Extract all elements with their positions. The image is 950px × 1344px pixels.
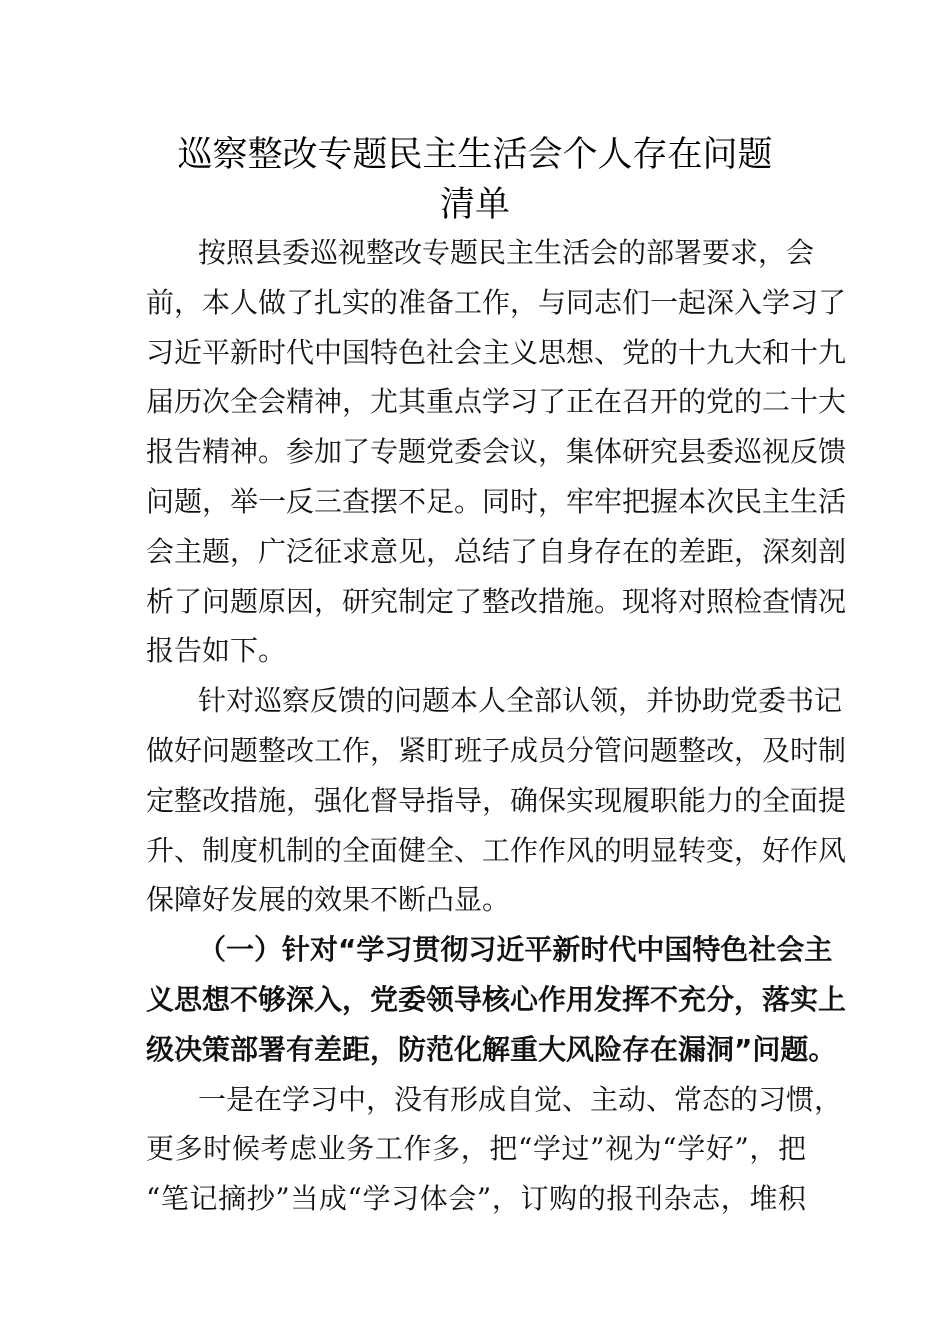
text-line: 针对巡察反馈的问题本人全部认领，并协助党委书记: [198, 684, 843, 718]
text-line: （一）针对“学习贯彻习近平新时代中国特色社会主: [198, 933, 833, 967]
text-line: 习近平新时代中国特色社会主义思想、党的十九大和十九: [146, 335, 847, 369]
text-line: 析了问题原因，研究制定了整改措施。现将对照检查情况: [146, 584, 847, 618]
paragraph: [146, 676, 847, 925]
text-line: 报告精神。参加了专题党委会议，集体研究县委巡视反馈: [146, 435, 847, 469]
text-line: 做好问题整改工作，紧盯班子成员分管问题整改，及时制: [146, 733, 847, 767]
text-line: 前，本人做了扎实的准备工作，与同志们一起深入学习了: [146, 285, 847, 319]
text-line: 级决策部署有差距，防范化解重大风险存在漏洞”问题。: [146, 1032, 837, 1066]
document-title-line-2: 清单: [439, 185, 510, 225]
text-line: 报告如下。: [146, 634, 287, 668]
text-line: 一是在学习中，没有形成自觉、主动、常态的习惯，: [198, 1082, 843, 1116]
paragraph: [146, 1075, 843, 1224]
text-line: 定整改措施，强化督导指导，确保实现履职能力的全面提: [146, 783, 847, 817]
text-line: 问题，举一反三查摆不足。同时，牢牢把握本次民主生活: [146, 484, 847, 518]
section-heading: [146, 925, 847, 1074]
document-body: [146, 228, 847, 1224]
text-line: 更多时候考虑业务工作多，把“学过”视为“学好”，把: [146, 1132, 806, 1166]
text-line: “笔记摘抄”当成“学习体会”，订购的报刊杂志，堆积: [146, 1182, 806, 1216]
text-line: 按照县委巡视整改专题民主生活会的部署要求，会: [198, 236, 815, 269]
text-line: 届历次全会精神，尤其重点学习了正在召开的党的二十大: [146, 385, 847, 419]
paragraph: [146, 228, 847, 676]
text-line: 升、制度机制的全面健全、工作作风的明显转变，好作风: [146, 833, 847, 867]
text-line: 会主题，广泛征求意见，总结了自身存在的差距，深刻剖: [146, 534, 847, 568]
text-line: 义思想不够深入，党委领导核心作用发挥不充分，落实上: [146, 982, 847, 1016]
document-title-line-1: 巡察整改专题民主生活会个人存在问题: [177, 135, 773, 175]
text-line: 保障好发展的效果不断凸显。: [146, 883, 511, 917]
